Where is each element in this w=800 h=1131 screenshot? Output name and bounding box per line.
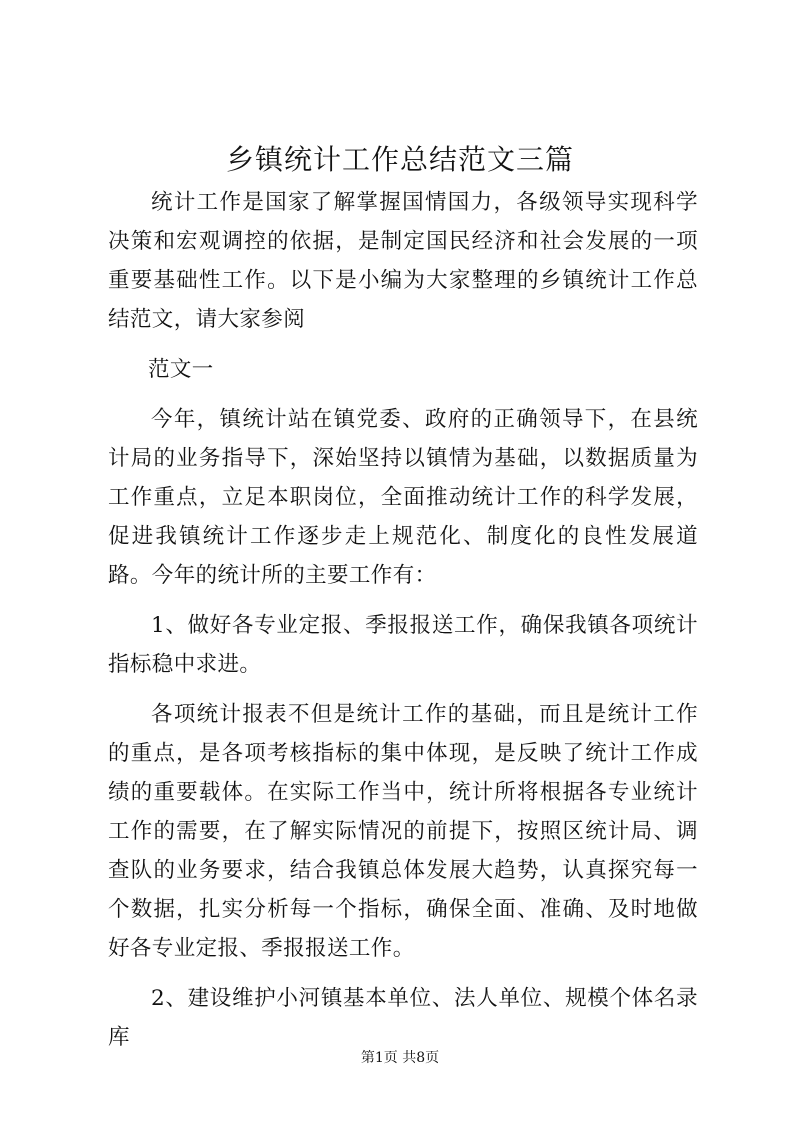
numbered-item-1: 1、做好各专业定报、季报报送工作，确保我镇各项统计指标稳中求进。 [108, 613, 698, 677]
document-title: 乡镇统计工作总结范文三篇 [225, 143, 574, 176]
page-number-footer: 第1页 共8页 [360, 1050, 440, 1066]
body-paragraph: 今年，镇统计站在镇党委、政府的正确领导下，在县统计局的业务指导下，深始坚持以镇情为基础，以数据质量为工作重点，立足本职岗位，全面推动统计工作的科学发展，促进我镇统计工作逐步走上规范化、制度化的良性发展道路。今年的统计所的主要工作有： [108, 407, 698, 588]
body-paragraph: 各项统计报表不但是统计工作的基础，而且是统计工作的重点，是各项考核指标的集中体现，是反映了统计工作成绩的重要载体。在实际工作当中，统计所将根据各专业统计工作的需要，在了解实际情况的前提下，按照区统计局、调查队的业务要求，结合我镇总体发展大趋势，认真探究每一个数据，扎实分析每一个指标，确保全面、准确、及时地做好各专业定报、季报报送工作。 [108, 702, 698, 961]
document-body [108, 183, 698, 1068]
section-heading-sample-one: 范文一 [148, 357, 214, 382]
intro-paragraph: 统计工作是国家了解掌握国情国力，各级领导实现科学决策和宏观调控的依据，是制定国民经济和社会发展的一项重要基础性工作。以下是小编为大家整理的乡镇统计工作总结范文，请大家参阅 [108, 190, 698, 332]
numbered-item-2: 2、建设维护小河镇基本单位、法人单位、规模个体名录库 [108, 986, 698, 1050]
